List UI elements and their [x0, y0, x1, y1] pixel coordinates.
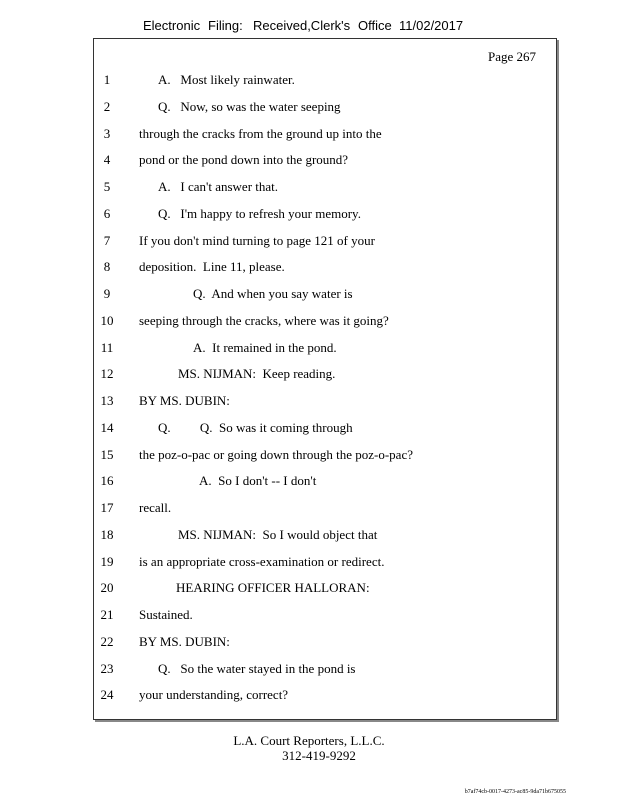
transcript-line	[0, 366, 618, 386]
line-text: Sustained.	[139, 607, 193, 622]
header-electronic: Electronic	[143, 18, 201, 33]
header-date: 11/02/2017	[399, 18, 464, 33]
line-number: 21	[100, 607, 114, 622]
line-text: A. So I don't -- I don't	[199, 473, 317, 489]
line-number: 11	[100, 339, 114, 355]
transcript-line	[0, 233, 618, 253]
header-office: Office	[358, 18, 392, 33]
transcript-line	[0, 687, 618, 707]
transcript-line	[0, 152, 618, 172]
line-number: 18	[100, 526, 114, 542]
line-number: 12	[100, 366, 114, 382]
header-received: Received,Clerk's	[253, 18, 351, 33]
transcript-line	[0, 393, 618, 413]
transcript-line	[0, 126, 618, 146]
line-number: 3	[103, 125, 111, 141]
line-text: Q. Q. So was it coming through	[158, 419, 353, 435]
line-text: Q. Now, so was the water seeping	[158, 98, 341, 114]
transcript-line	[0, 661, 618, 681]
transcript-line	[0, 72, 618, 92]
footer-company: L.A. Court Reporters, L.L.C.	[233, 733, 385, 748]
line-text: If you don't mind turning to page 121 of your	[139, 232, 375, 248]
line-text: A. It remained in the pond.	[193, 339, 337, 355]
line-number: 2	[103, 98, 111, 114]
line-text: deposition. Line 11, please.	[139, 259, 285, 275]
line-text: seeping through the cracks, where was it going?	[139, 312, 389, 328]
transcript-line	[0, 580, 618, 600]
transcript-line	[0, 554, 618, 574]
line-text: pond or the pond down into the ground?	[139, 152, 349, 168]
line-text: MS. NIJMAN: So I would object that	[178, 526, 378, 542]
line-text: Q. So the water stayed in the pond is	[158, 660, 356, 676]
transcript-line	[0, 179, 618, 199]
line-text: is an appropriate cross-examination or redirect.	[139, 553, 385, 569]
line-number: 20	[100, 580, 114, 596]
line-number: 23	[100, 660, 114, 676]
line-number: 24	[100, 687, 114, 703]
transcript-line	[0, 500, 618, 520]
transcript-line	[0, 634, 618, 654]
line-text: recall.	[139, 500, 172, 515]
line-number: 16	[100, 473, 114, 489]
line-number: 13	[100, 393, 114, 408]
line-number: 7	[103, 232, 111, 248]
document-hash: b7af74cb-0017-4273-ac85-9da71b675055	[464, 789, 566, 795]
transcript-line	[0, 259, 618, 279]
line-text: HEARING OFFICER HALLORAN:	[176, 580, 370, 596]
line-text: your understanding, correct?	[139, 687, 289, 703]
line-text: A. I can't answer that.	[158, 179, 279, 194]
line-number: 10	[100, 312, 114, 328]
line-number: 17	[100, 500, 114, 515]
line-number: 15	[100, 446, 114, 462]
transcript-line	[0, 206, 618, 226]
line-number: 4	[103, 152, 111, 168]
line-number: 14	[100, 419, 114, 435]
filing-header	[0, 18, 618, 38]
line-number: 22	[100, 633, 114, 649]
transcript-line	[0, 313, 618, 333]
line-number: 9	[103, 286, 111, 301]
line-text: the poz-o-pac or going down through the poz-o-pac?	[139, 446, 413, 462]
line-number: 1	[103, 72, 111, 87]
transcript-line	[0, 99, 618, 119]
line-text: A. Most likely rainwater.	[158, 72, 295, 87]
line-text: MS. NIJMAN: Keep reading.	[178, 366, 336, 382]
transcript-line	[0, 473, 618, 493]
line-text: BY MS. DUBIN:	[139, 633, 230, 649]
line-text: Q. I'm happy to refresh your memory.	[158, 205, 361, 221]
line-number: 6	[103, 205, 111, 221]
transcript-line	[0, 447, 618, 467]
transcript-line	[0, 286, 618, 306]
line-number: 19	[100, 553, 114, 569]
transcript-line	[0, 340, 618, 360]
transcript-line	[0, 607, 618, 627]
header-filing: Filing:	[208, 18, 243, 33]
line-text: Q. And when you say water is	[193, 286, 353, 301]
line-number: 5	[103, 179, 111, 194]
line-number: 8	[103, 259, 111, 275]
line-text: BY MS. DUBIN:	[139, 393, 230, 408]
line-text: through the cracks from the ground up into the	[139, 125, 382, 141]
page-number: Page 267	[487, 49, 536, 64]
transcript-line	[0, 420, 618, 440]
footer-phone: 312-419-9292	[282, 748, 356, 763]
transcript-line	[0, 527, 618, 547]
